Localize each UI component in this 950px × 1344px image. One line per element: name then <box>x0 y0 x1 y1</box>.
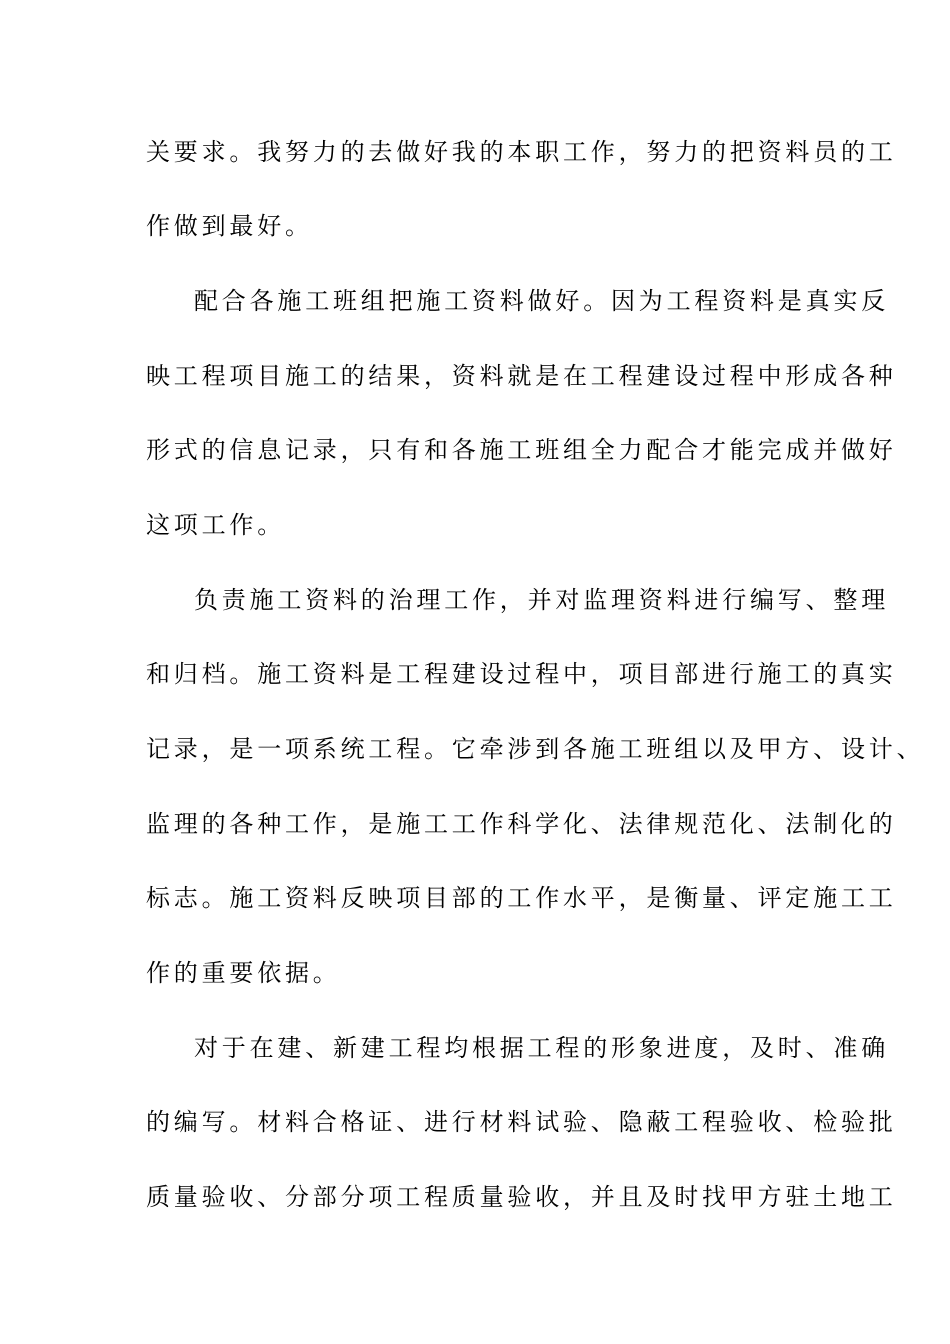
text-line-5: 形式的信息记录，只有和各施工班组全力配合才能完成并做好 <box>146 436 897 464</box>
text-line-1: 关要求。我努力的去做好我的本职工作，努力的把资料员的工 <box>146 138 897 166</box>
text-line-6: 这项工作。 <box>146 511 285 539</box>
text-line-2: 作做到最好。 <box>146 212 313 240</box>
text-line-12: 作的重要依据。 <box>146 959 341 987</box>
text-line-7: 负责施工资料的治理工作，并对监理资料进行编写、整理 <box>194 586 889 614</box>
text-line-4: 映工程项目施工的结果，资料就是在工程建设过程中形成各种 <box>146 362 897 390</box>
text-line-14: 的编写。材料合格证、进行材料试验、隐蔽工程验收、检验批 <box>146 1108 897 1136</box>
text-line-3: 配合各施工班组把施工资料做好。因为工程资料是真实反 <box>194 287 889 315</box>
text-line-10: 监理的各种工作，是施工工作科学化、法律规范化、法制化的 <box>146 810 897 838</box>
text-line-11: 标志。施工资料反映项目部的工作水平，是衡量、评定施工工 <box>146 884 897 912</box>
text-line-13: 对于在建、新建工程均根据工程的形象进度，及时、准确 <box>194 1034 889 1062</box>
text-line-9: 记录，是一项系统工程。它牵涉到各施工班组以及甲方、设计、 <box>146 735 925 763</box>
text-line-8: 和归档。施工资料是工程建设过程中，项目部进行施工的真实 <box>146 660 897 688</box>
text-line-15: 质量验收、分部分项工程质量验收，并且及时找甲方驻土地工 <box>146 1183 897 1211</box>
